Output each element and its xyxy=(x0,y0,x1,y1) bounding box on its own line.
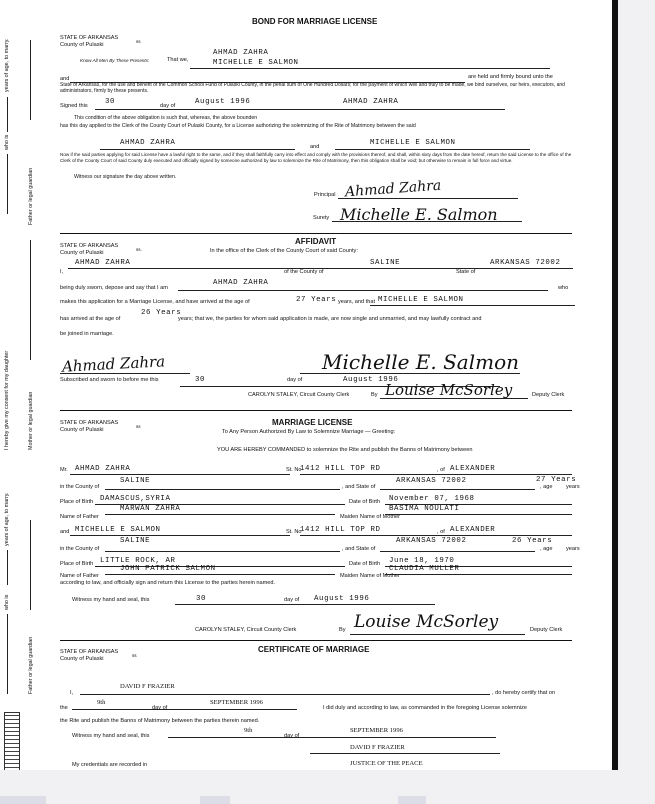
license-bride-father: JOHN PATRICK SALMON xyxy=(120,565,216,573)
section-divider xyxy=(60,410,572,411)
viewer-bar-segment xyxy=(398,796,426,804)
license-dob-2: Date of Birth xyxy=(349,561,381,567)
bond-signed-name: AHMAD ZAHRA xyxy=(343,98,399,106)
license-groom-dob: November 07, 1968 xyxy=(389,495,475,503)
license-deputy-signature: Louise McSorley xyxy=(354,612,499,632)
license-by: By xyxy=(339,627,346,633)
groom-father-line xyxy=(105,514,335,515)
bond-bride-line xyxy=(335,149,530,150)
certificate-officiant2: DAVID F FRAZIER xyxy=(350,744,405,751)
affidavit-intro: In the office of the Clerk of the County Court of said County: xyxy=(210,248,358,254)
license-pob-2: Place of Birth xyxy=(60,561,94,567)
viewer-bar-segment xyxy=(200,796,230,804)
bride-county-line xyxy=(105,551,340,552)
affidavit-month-year: August 1996 xyxy=(343,376,399,384)
license-mr: Mr. xyxy=(60,467,68,473)
license-father-label: Name of Father xyxy=(60,514,99,520)
bond-and2: and xyxy=(310,144,320,150)
license-mother-label: Maiden Name of Mother xyxy=(340,514,401,520)
bond-surety-label: Surety xyxy=(313,215,330,221)
bride-mother-line xyxy=(385,574,572,575)
affidavit-county-val: SALINE xyxy=(370,259,401,267)
license-of: , of xyxy=(437,467,445,473)
license-age-label-2: , age xyxy=(540,546,553,552)
certificate-did-duly: I did duly and according to law, as commanded in the foregoing License solemnize xyxy=(323,705,527,711)
affidavit-day: 30 xyxy=(195,376,206,384)
license-in-county-2: in the County of xyxy=(60,546,100,552)
certificate-title: CERTIFICATE OF MARRIAGE xyxy=(258,645,370,654)
affidavit-joined: be joined in marriage. xyxy=(60,331,114,337)
affidavit-county: County of Pulaski xyxy=(60,250,104,256)
certificate-day: 9th xyxy=(97,699,106,706)
section-divider xyxy=(60,640,572,641)
license-groom-mother: BASIMA NOULATI xyxy=(389,505,460,513)
affidavit-state: STATE OF ARKANSAS xyxy=(60,243,119,249)
recording-stamp xyxy=(4,712,20,772)
bond-and: and xyxy=(60,76,70,82)
groom-name-line xyxy=(70,474,290,475)
license-according: according to law, and officially sign and return this License to the parties herein named. xyxy=(60,580,276,586)
applicant-signature: Ahmad Zahra xyxy=(61,352,166,376)
affidavit-state-val: ARKANSAS 72002 xyxy=(490,259,561,267)
bond-witness: Witness our signature the day above written. xyxy=(74,174,177,180)
license-st-no: St. No xyxy=(286,467,302,473)
bond-county: County of Pulaski xyxy=(60,42,104,48)
affidavit-name2: AHMAD ZAHRA xyxy=(213,279,269,287)
bride-name-line xyxy=(70,535,290,536)
affidavit-years-that: years, and that xyxy=(338,299,376,305)
affidavit-age2: 26 Years xyxy=(141,309,182,317)
margin-top-father: Father or legal guardian xyxy=(28,167,34,225)
bride-sig-line xyxy=(300,373,520,374)
license-groom-city: ALEXANDER xyxy=(450,465,496,473)
affidavit-subscribed: Subscribed and sworn to before me this xyxy=(60,377,159,383)
license-mother-label-2: Maiden Name of Mother xyxy=(340,573,401,579)
affidavit-title: AFFIDAVIT xyxy=(295,237,337,246)
bride-father-line xyxy=(105,574,335,575)
affidavit-clerk: CAROLYN STALEY, Circuit County Clerk xyxy=(248,392,350,398)
license-bride-county: SALINE xyxy=(120,537,151,545)
margin-bottom-father: Father or legal guardian xyxy=(28,636,34,694)
license-bride-mother: CLAUDIA MULLER xyxy=(389,565,460,573)
certificate-witness-line xyxy=(168,737,496,738)
certificate-title-val: JUSTICE OF THE PEACE xyxy=(350,760,423,767)
groom-state-line xyxy=(380,489,535,490)
certificate-day2: 9th xyxy=(244,727,253,734)
license-month-year: August 1996 xyxy=(314,595,370,603)
margin-line xyxy=(30,40,31,120)
margin-top-age: years of age, to marry. xyxy=(4,38,10,92)
license-and-state-2: , and State of xyxy=(342,546,376,552)
bond-groom: AHMAD ZAHRA xyxy=(120,139,176,147)
margin-top-who: who is xyxy=(4,134,10,150)
certificate-credentials: My credentials are recorded in xyxy=(72,762,148,768)
bond-para2: Now if the said parties applying for said License have a lawful right to the same, and if they shall faithfully carry into effect and comply with the provisions thereof, and shall, within sixty days from the date hereof, return the said License to the office of the Clerk of the County Court of said County duly executed and officially signed by someone authorized by law to solemnize the Rite of Matrimony, then this obligation shall be void; but otherwise to remain in full force and virtue. xyxy=(60,152,572,163)
viewer-background-bottom xyxy=(0,770,655,804)
bond-name2: MICHELLE E SALMON xyxy=(213,59,299,67)
certificate-state: STATE OF ARKANSAS xyxy=(60,649,119,655)
license-of-2: , of xyxy=(437,529,445,535)
section-divider xyxy=(60,233,572,234)
license-groom-county: SALINE xyxy=(120,477,151,485)
license-groom: AHMAD ZAHRA xyxy=(75,465,131,473)
affidavit-arrived: has arrived at the age of xyxy=(60,316,121,322)
bond-condition: This condition of the above obligation is such that, whereas, the above bounden xyxy=(74,115,258,121)
license-groom-age: 27 Years xyxy=(536,476,577,484)
license-bride-age: 26 Years xyxy=(512,537,553,545)
license-deputy-line xyxy=(350,634,525,635)
certificate-month-year: SEPTEMBER 1996 xyxy=(210,699,263,706)
license-and-state: , and State of xyxy=(342,484,376,490)
license-clerk: CAROLYN STALEY, Circuit County Clerk xyxy=(195,627,297,633)
affidavit-of-county: of the County of xyxy=(284,269,324,275)
certificate-certify: , do hereby certify that on xyxy=(492,690,556,696)
margin-consent: I hereby give my consent for my daughter xyxy=(4,350,10,450)
bond-signed-line xyxy=(95,109,505,110)
bond-day: 30 xyxy=(105,98,116,106)
license-pob: Place of Birth xyxy=(60,499,94,505)
bond-signed-this: Signed this xyxy=(60,103,88,109)
certificate-witness: Witness my hand and seal, this xyxy=(72,733,150,739)
affidavit-who: who xyxy=(558,285,569,291)
license-bride: MICHELLE E SALMON xyxy=(75,526,161,534)
bond-principal-label: Principal xyxy=(314,192,336,198)
groom-addr-line xyxy=(300,474,572,475)
margin-bottom-who: who is xyxy=(4,594,10,610)
certificate-county: County of Pulaski xyxy=(60,656,104,662)
margin-line xyxy=(7,97,8,132)
officiant2-line xyxy=(310,753,500,754)
license-title: MARRIAGE LICENSE xyxy=(272,418,353,427)
certificate-day-of: day of xyxy=(152,705,168,711)
license-groom-state: ARKANSAS 72002 xyxy=(396,477,467,485)
bond-groom-line xyxy=(100,149,295,150)
license-witness: Witness my hand and seal, this xyxy=(72,597,150,603)
license-and: and xyxy=(60,529,70,535)
bond-name-line xyxy=(190,68,550,69)
bride-signature: Michelle E. Salmon xyxy=(322,350,520,374)
margin-bottom-age: years of age, to marry. xyxy=(4,492,10,546)
license-ss: ss xyxy=(136,424,141,429)
bond-state: STATE OF ARKANSAS xyxy=(60,35,119,41)
principal-signature: Ahmad Zahra xyxy=(344,177,442,201)
license-groom-pob: DAMASCUS,SYRIA xyxy=(100,495,171,503)
surety-signature: Michelle E. Salmon xyxy=(340,205,498,224)
affidavit-age1: 27 Years xyxy=(296,296,337,304)
margin-line xyxy=(30,520,31,610)
margin-line xyxy=(30,240,31,360)
bond-condition2: has this day applied to the Clerk of the County Court of Pulaski County, for a License authorizing the solemnizing of the Rite of Matrimony between the said xyxy=(60,123,416,129)
bond-month-year: August 1996 xyxy=(195,98,251,106)
officiant-line xyxy=(80,694,490,695)
bond-ss: ss xyxy=(136,39,141,44)
affidavit-bride-line xyxy=(370,305,575,306)
groom-county-line xyxy=(105,489,340,490)
bond-title: BOND FOR MARRIAGE LICENSE xyxy=(252,17,378,26)
certificate-ss: ss xyxy=(132,653,137,658)
affidavit-name2-line xyxy=(178,290,548,291)
license-commanded: YOU ARE HEREBY COMMANDED to solemnize the Rite and publish the Banns of Matrimony between xyxy=(217,447,473,453)
bond-name1: AHMAD ZAHRA xyxy=(213,49,269,57)
affidavit-deputy-line xyxy=(380,398,528,399)
affidavit-makes: makes this application for a Marriage License, and have arrived at the age of xyxy=(60,299,250,305)
certificate-day-of2: day of xyxy=(284,733,300,739)
certificate-i: I, xyxy=(70,690,74,696)
margin-line xyxy=(7,614,8,694)
license-date-line xyxy=(175,604,435,605)
affidavit-ss: ss. xyxy=(136,247,142,252)
license-deputy: Deputy Clerk xyxy=(530,627,563,633)
certificate-rite: the Rite and publish the Banns of Matrimony between the parties therein named. xyxy=(60,718,260,724)
viewer-background-right xyxy=(618,0,655,804)
license-state: STATE OF ARKANSAS xyxy=(60,420,119,426)
affidavit-deputy-signature: Louise McSorley xyxy=(385,381,513,399)
license-bride-state: ARKANSAS 72002 xyxy=(396,537,467,545)
license-age-label: , age xyxy=(540,484,553,490)
affidavit-bride: MICHELLE E SALMON xyxy=(378,296,464,304)
bride-addr-line xyxy=(300,535,572,536)
bride-state-line xyxy=(380,551,535,552)
license-father-label-2: Name of Father xyxy=(60,573,99,579)
affidavit-deputy: Deputy Clerk xyxy=(532,392,565,398)
license-groom-father: MARWAN ZAHRA xyxy=(120,505,181,513)
license-st-no-2: St. No xyxy=(286,529,302,535)
certificate-officiant: DAVID F FRAZIER xyxy=(120,683,175,690)
affidavit-sworn: being duly sworn, depose and say that I am xyxy=(60,285,168,291)
margin-line xyxy=(7,550,8,585)
margin-line xyxy=(7,154,8,214)
affidavit-i: I, xyxy=(60,269,64,275)
license-bride-addr: 1412 HILL TOP RD xyxy=(300,526,381,534)
license-bride-pob: LITTLE ROCK, AR xyxy=(100,557,176,565)
license-years-2: years xyxy=(566,546,580,552)
license-county: County of Pulaski xyxy=(60,427,104,433)
license-years: years xyxy=(566,484,580,490)
certificate-month-year2: SEPTEMBER 1996 xyxy=(350,727,403,734)
certificate-the: the xyxy=(60,705,68,711)
applicant-sig-line xyxy=(60,373,190,374)
bond-that-we: That we, xyxy=(167,57,189,63)
license-in-county: in the County of xyxy=(60,484,100,490)
license-to-any: To Any Person Authorized By Law to Solemnize Marriage — Greeting: xyxy=(222,429,396,435)
bond-bride: MICHELLE E SALMON xyxy=(370,139,456,147)
affidavit-day-of: day of xyxy=(287,377,303,383)
license-bride-city: ALEXANDER xyxy=(450,526,496,534)
bond-day-of: day of xyxy=(160,103,176,109)
bond-para1: State of Arkansas, for the use and benefit of the Common School Fund of Pulaski County, in the penal sum of One Hundred Dollars; for the payment of which well and truly to be made, we bind ourselves, our heirs, executors, and administrators, firmly by these presents. xyxy=(60,82,565,94)
certificate-date-line xyxy=(72,709,297,710)
license-dob: Date of Birth xyxy=(349,499,381,505)
bond-know-all: Know All Men By These Presents: xyxy=(80,58,150,63)
license-groom-addr: 1412 HILL TOP RD xyxy=(300,465,381,473)
affidavit-rest: years; that we, the parties for whom said application is made, are now single and unmarried, and may lawfully contract and xyxy=(178,316,482,322)
affidavit-by: By xyxy=(371,392,378,398)
viewer-bar-segment xyxy=(0,796,46,804)
groom-mother-line xyxy=(385,514,572,515)
affidavit-name: AHMAD ZAHRA xyxy=(75,259,131,267)
license-bride-dob: June 18, 1970 xyxy=(389,557,455,565)
bond-held: are held and firmly bound unto the xyxy=(468,74,553,80)
license-day: 30 xyxy=(196,595,207,603)
margin-mother: Mother or legal guardian xyxy=(28,391,34,450)
affidavit-state-of: State of xyxy=(456,269,476,275)
license-day-of: day of xyxy=(284,597,300,603)
